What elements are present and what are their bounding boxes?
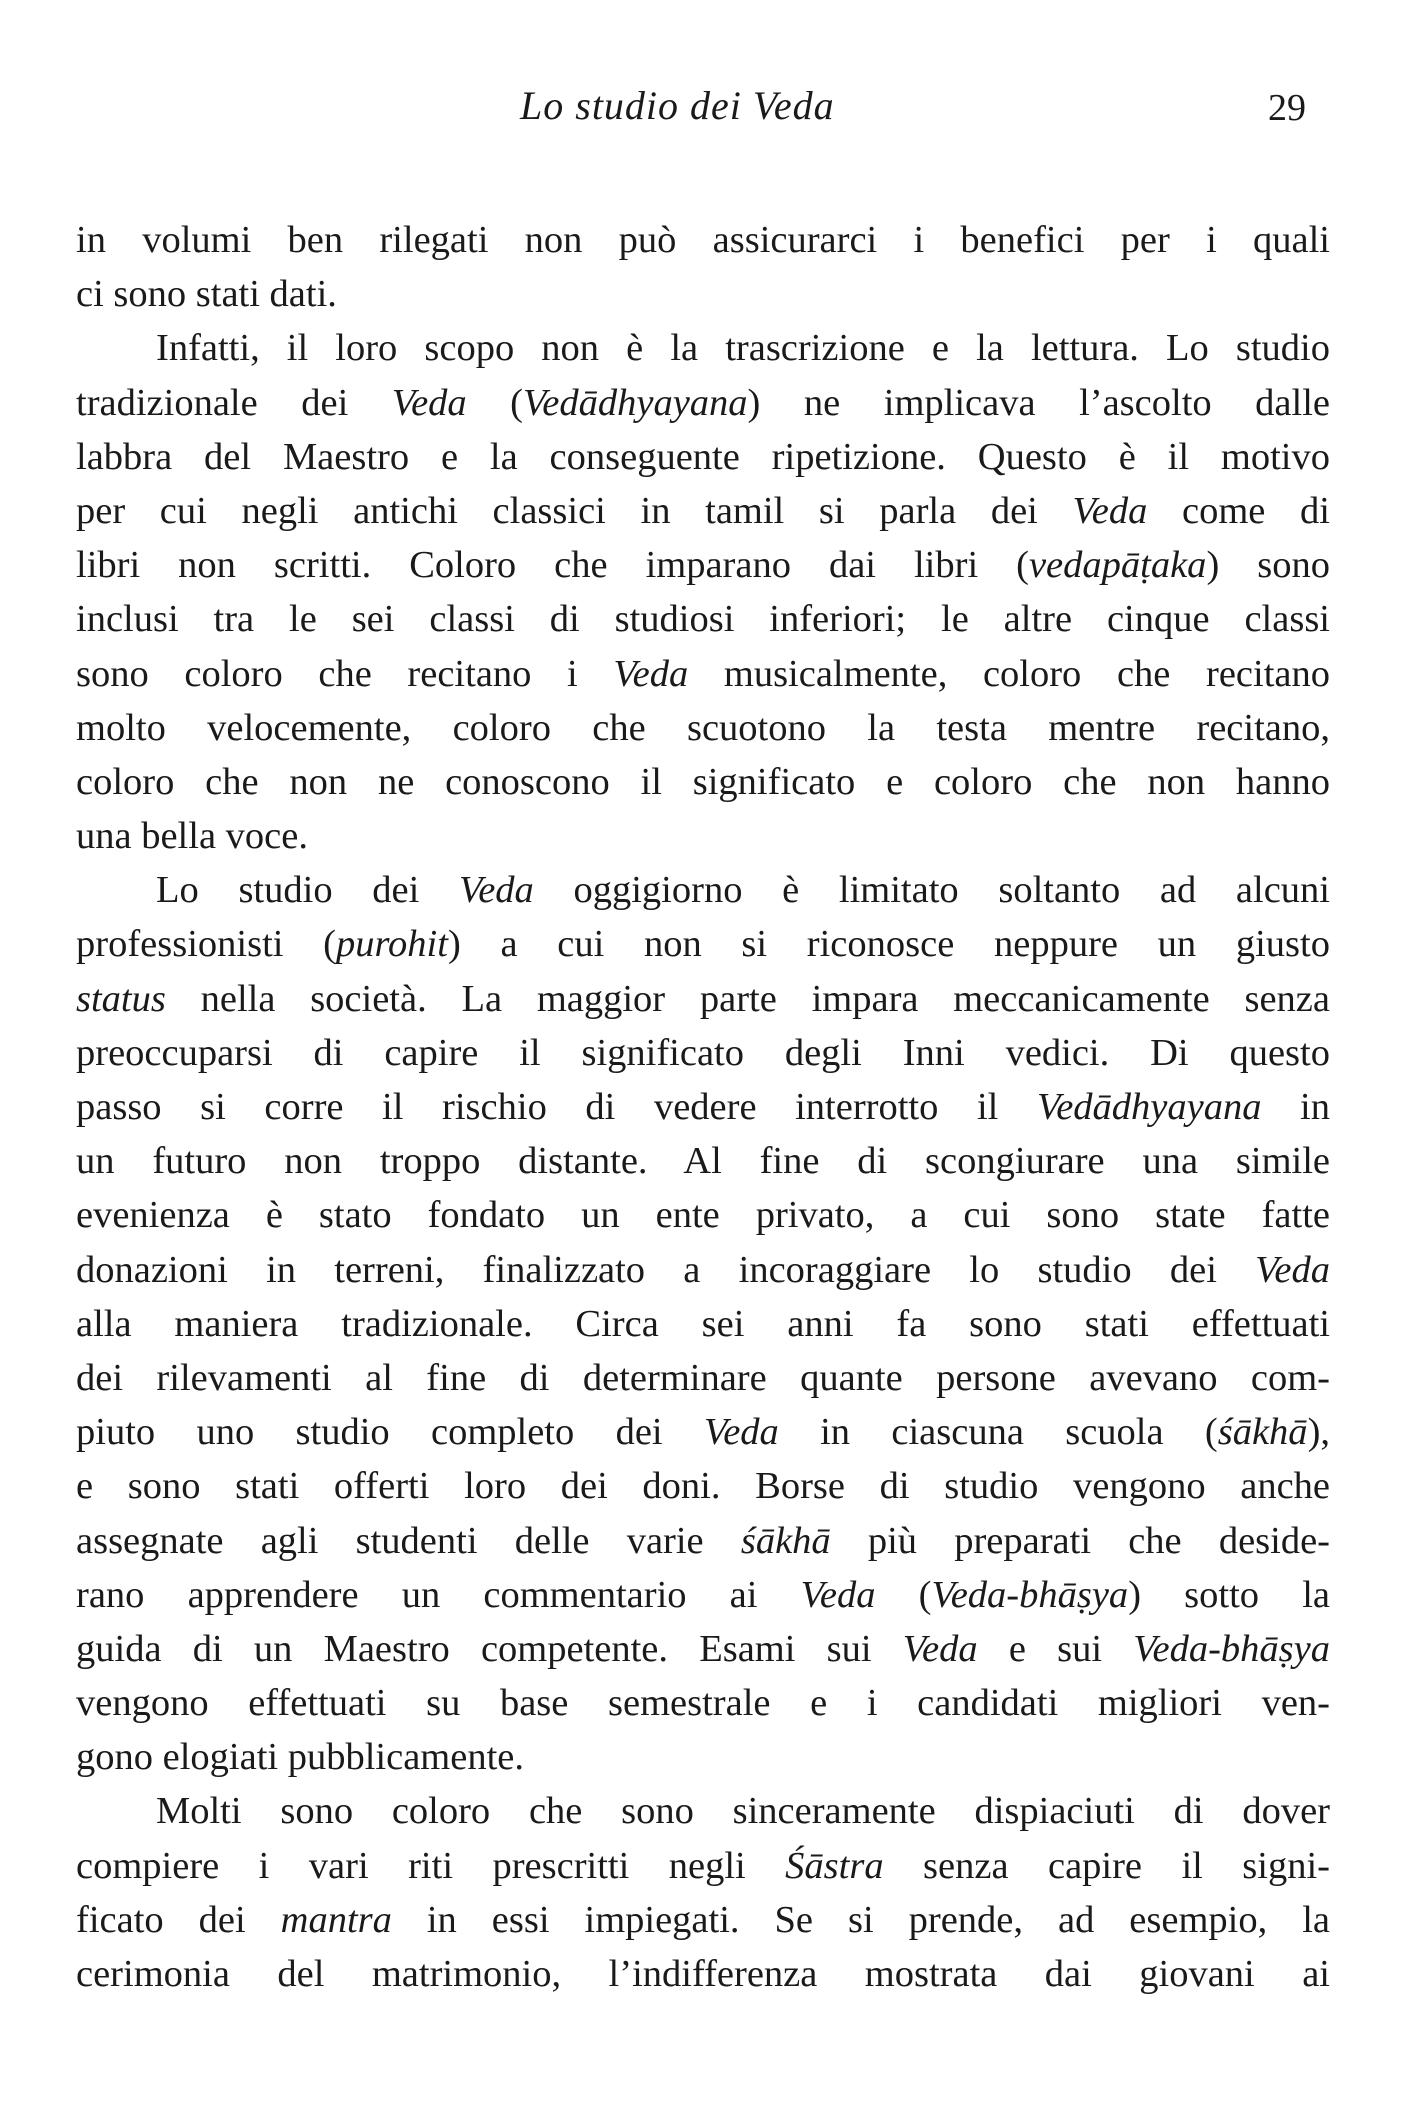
text-segment: professionisti ( bbox=[76, 923, 336, 966]
text-line bbox=[76, 755, 1330, 809]
italic-term: Veda bbox=[1072, 489, 1148, 532]
text-line bbox=[76, 321, 1330, 375]
text-line bbox=[76, 809, 1330, 863]
text-line bbox=[76, 430, 1330, 484]
text-segment: ( bbox=[466, 381, 524, 424]
page-number: 29 bbox=[1268, 87, 1306, 129]
text-segment: nella società. La maggior parte impara meccanicamente senza bbox=[165, 977, 1330, 1020]
text-line bbox=[76, 376, 1330, 430]
italic-term: vedapāṭaka bbox=[1028, 544, 1207, 587]
text-line bbox=[76, 647, 1330, 701]
text-segment: ) a cui non si riconosce neppure un giusto bbox=[447, 923, 1330, 966]
text-segment: labbra del Maestro e la conseguente ripetizione. Questo è il motivo bbox=[76, 435, 1330, 478]
text-segment: un futuro non troppo distante. Al fine di scongiurare una simile bbox=[76, 1140, 1330, 1183]
text-line bbox=[76, 863, 1330, 917]
text-segment: e sui bbox=[977, 1627, 1134, 1670]
text-segment: in ciascuna scuola ( bbox=[778, 1411, 1218, 1454]
text-line bbox=[76, 972, 1330, 1026]
text-segment: compiere i vari riti prescritti negli bbox=[76, 1844, 786, 1887]
text-line bbox=[76, 1730, 1330, 1784]
text-segment: e sono stati offerti loro dei doni. Borse di studio vengono anche bbox=[76, 1465, 1330, 1508]
text-segment: ficato dei bbox=[76, 1898, 281, 1941]
text-segment: sono coloro che recitano i bbox=[76, 652, 614, 695]
italic-term: Veda bbox=[703, 1411, 779, 1454]
text-segment: una bella voce. bbox=[76, 815, 308, 858]
text-segment: tradizionale dei bbox=[76, 381, 392, 424]
text-line bbox=[76, 1947, 1330, 2001]
text-line bbox=[76, 1351, 1330, 1405]
text-line bbox=[76, 701, 1330, 755]
text-line bbox=[76, 1676, 1330, 1730]
text-segment: ) sono bbox=[1206, 544, 1330, 587]
text-segment: oggigiorno è limitato soltanto ad alcuni bbox=[533, 869, 1331, 912]
italic-term: Vedādhyayana bbox=[523, 381, 748, 424]
running-title: Lo studio dei Veda bbox=[520, 83, 835, 128]
text-segment: musicalmente, coloro che recitano bbox=[688, 652, 1330, 695]
text-segment: come di bbox=[1147, 489, 1330, 532]
text-line bbox=[76, 1893, 1330, 1947]
text-line bbox=[76, 1784, 1330, 1838]
italic-term: śākhā bbox=[1217, 1411, 1308, 1454]
running-head bbox=[0, 82, 1411, 142]
text-segment: cerimonia del matrimonio, l’indifferenza mostrata dai giovani ai bbox=[76, 1953, 1330, 1995]
italic-term: Veda bbox=[613, 652, 689, 695]
text-line bbox=[76, 538, 1330, 592]
text-segment: preoccuparsi di capire il significato degli Inni vedici. Di questo bbox=[76, 1031, 1330, 1074]
text-segment: ) ne implicava l’ascolto dalle bbox=[747, 381, 1330, 424]
text-line bbox=[76, 1134, 1330, 1188]
italic-term: purohit bbox=[335, 923, 448, 966]
text-segment: Lo studio dei bbox=[156, 869, 459, 912]
text-segment: senza capire il signi- bbox=[883, 1844, 1330, 1887]
italic-term: Veda bbox=[458, 869, 534, 912]
text-segment: ) sotto la bbox=[1128, 1573, 1330, 1616]
text-segment: guida di un Maestro competente. Esami sui bbox=[76, 1627, 903, 1670]
text-line bbox=[76, 1188, 1330, 1242]
italic-term: Vedādhyayana bbox=[1036, 1086, 1262, 1128]
text-segment: rano apprendere un commentario ai bbox=[76, 1573, 801, 1616]
italic-term: Veda bbox=[391, 381, 467, 424]
text-line bbox=[76, 1297, 1330, 1351]
text-segment: evenienza è stato fondato un ente privato, a cui sono state fatte bbox=[76, 1194, 1330, 1237]
text-line bbox=[76, 917, 1330, 971]
text-segment: molto velocemente, coloro che scuotono la testa mentre recitano, bbox=[76, 706, 1330, 749]
text-segment: vengono effettuati su base semestrale e i candidati migliori ven- bbox=[76, 1682, 1330, 1725]
text-segment: in volumi ben rilegati non può assicurarci i benefici per i quali bbox=[76, 219, 1330, 261]
text-segment: gono elogiati pubblicamente. bbox=[76, 1736, 524, 1779]
text-line bbox=[76, 1568, 1330, 1622]
text-segment: libri non scritti. Coloro che imparano dai libri ( bbox=[76, 544, 1029, 587]
italic-term: śākhā bbox=[740, 1519, 831, 1562]
text-segment: coloro che non ne conoscono il significato e coloro che non hanno bbox=[76, 760, 1330, 803]
italic-term: status bbox=[76, 977, 166, 1020]
body-text bbox=[76, 213, 1330, 2001]
text-line bbox=[76, 1405, 1330, 1459]
text-segment: ( bbox=[875, 1573, 932, 1616]
text-segment: in bbox=[1261, 1086, 1331, 1128]
text-segment: passo si corre il rischio di vedere interrotto il bbox=[76, 1086, 1037, 1128]
text-line bbox=[76, 1622, 1330, 1676]
text-line bbox=[76, 213, 1330, 267]
italic-term: Śāstra bbox=[785, 1844, 884, 1887]
text-segment: donazioni in terreni, finalizzato a incoraggiare lo studio dei bbox=[76, 1248, 1256, 1291]
text-segment: più preparati che deside- bbox=[830, 1519, 1330, 1562]
text-line bbox=[76, 1839, 1330, 1893]
text-line bbox=[76, 484, 1330, 538]
text-segment: ci sono stati dati. bbox=[76, 273, 337, 316]
text-line bbox=[76, 592, 1330, 646]
italic-term: Veda-bhāṣya bbox=[1133, 1627, 1330, 1670]
text-segment: dei rilevamenti al fine di determinare quante persone avevano com- bbox=[76, 1356, 1330, 1399]
text-segment: alla maniera tradizionale. Circa sei anni fa sono stati effettuati bbox=[76, 1302, 1330, 1345]
text-segment: piuto uno studio completo dei bbox=[76, 1411, 704, 1454]
text-line bbox=[76, 1243, 1330, 1297]
text-line bbox=[76, 1514, 1330, 1568]
italic-term: Veda-bhāṣya bbox=[931, 1573, 1129, 1616]
text-segment: Infatti, il loro scopo non è la trascrizione e la lettura. Lo studio bbox=[156, 327, 1330, 370]
text-line bbox=[76, 267, 1330, 321]
italic-term: Veda bbox=[1255, 1248, 1330, 1291]
text-segment: assegnate agli studenti delle varie bbox=[76, 1519, 741, 1562]
italic-term: Veda bbox=[902, 1627, 978, 1670]
text-segment: Molti sono coloro che sono sinceramente dispiaciuti di dover bbox=[156, 1790, 1330, 1833]
italic-term: mantra bbox=[280, 1898, 392, 1941]
text-segment: inclusi tra le sei classi di studiosi inferiori; le altre cinque classi bbox=[76, 598, 1330, 641]
text-segment: per cui negli antichi classici in tamil si parla dei bbox=[76, 489, 1073, 532]
text-line bbox=[76, 1026, 1330, 1080]
text-line bbox=[76, 1459, 1330, 1513]
text-segment: in essi impiegati. Se si prende, ad esempio, la bbox=[391, 1898, 1330, 1941]
text-segment: ), bbox=[1307, 1411, 1331, 1454]
text-line bbox=[76, 1080, 1330, 1134]
italic-term: Veda bbox=[800, 1573, 876, 1616]
